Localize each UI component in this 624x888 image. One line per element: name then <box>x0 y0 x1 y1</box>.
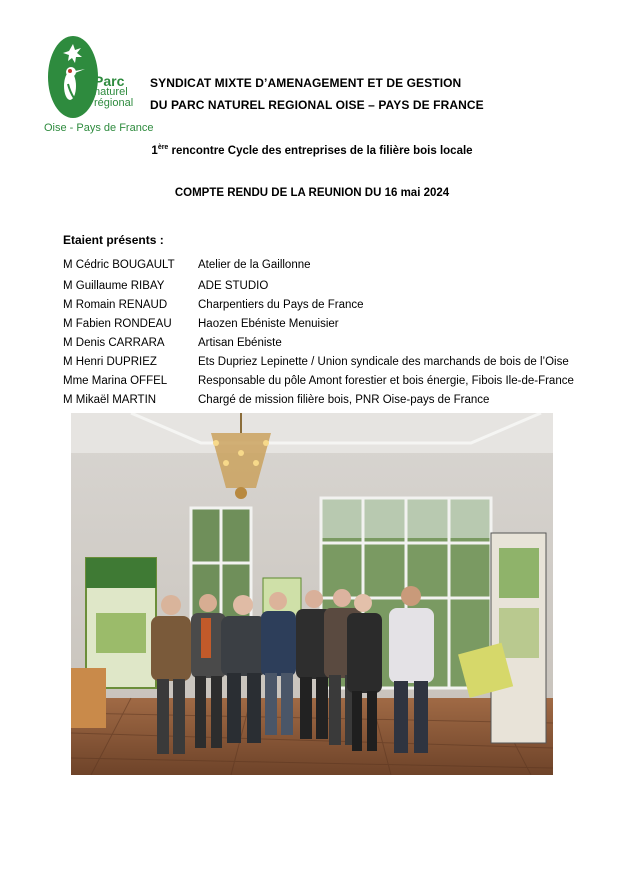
meeting-ordinal-suffix: ère <box>157 144 169 151</box>
organization-title-line2: DU PARC NATUREL REGIONAL OISE – PAYS DE FRANCE <box>150 98 484 112</box>
attendee-org: Chargé de mission filière bois, PNR Oise-pays de France <box>198 394 490 406</box>
attendee-org: Atelier de la Gaillonne <box>198 259 311 271</box>
attendee-name: M Fabien RONDEAU <box>63 318 172 330</box>
attendee-name: M Mikaël MARTIN <box>63 394 157 406</box>
attendee-name: M Denis CARRARA <box>63 337 165 349</box>
meeting-subtitle-text: rencontre Cycle des entreprises de la filière bois locale <box>168 144 473 157</box>
attendee-name: M Cédric BOUGAULT <box>63 259 175 271</box>
attendee-org: Haozen Ebéniste Menuisier <box>198 318 339 330</box>
organization-title-line1: SYNDICAT MIXTE D’AMENAGEMENT ET DE GESTION <box>150 76 462 90</box>
attendee-row <box>63 375 574 387</box>
attendee-row <box>63 280 268 292</box>
attendee-name: Mme Marina OFFEL <box>63 375 168 387</box>
meeting-subtitle <box>0 144 624 157</box>
attendee-row <box>63 394 489 406</box>
logo-emblem <box>48 36 98 118</box>
meeting-ordinal: 1 <box>151 144 158 157</box>
attendee-org: Charpentiers du Pays de France <box>198 299 364 311</box>
attendee-name: M Romain RENAUD <box>63 299 168 311</box>
logo-wordmark <box>94 73 134 109</box>
group-photo <box>71 413 553 775</box>
attendees-label: Etaient présents : <box>63 233 164 247</box>
group-photo-illustration <box>71 413 553 775</box>
woodpecker-icon <box>48 36 98 118</box>
logo-line-parc: Parc <box>94 73 125 89</box>
attendee-row <box>63 337 282 349</box>
attendee-name: M Guillaume RIBAY <box>63 280 165 292</box>
attendee-row <box>63 259 311 271</box>
attendee-org: Responsable du pôle Amont forestier et bois énergie, Fibois Ile-de-France <box>198 375 574 387</box>
logo-line-naturel: naturel <box>94 86 128 98</box>
attendee-row <box>63 299 364 311</box>
attendee-org: Ets Dupriez Lepinette / Union syndicale des marchands de bois de l’Oise <box>198 356 569 368</box>
attendee-row <box>63 356 569 368</box>
report-heading: COMPTE RENDU DE LA REUNION DU 16 mai 2024 <box>174 187 450 199</box>
attendee-org: Artisan Ebéniste <box>198 337 282 349</box>
attendee-org: ADE STUDIO <box>198 280 269 292</box>
attendee-row <box>63 318 339 330</box>
logo-region: Oise - Pays de France <box>44 122 154 134</box>
park-logo <box>44 36 154 140</box>
attendee-name: M Henri DUPRIEZ <box>63 356 157 368</box>
logo-line-regional: régional <box>94 97 134 109</box>
